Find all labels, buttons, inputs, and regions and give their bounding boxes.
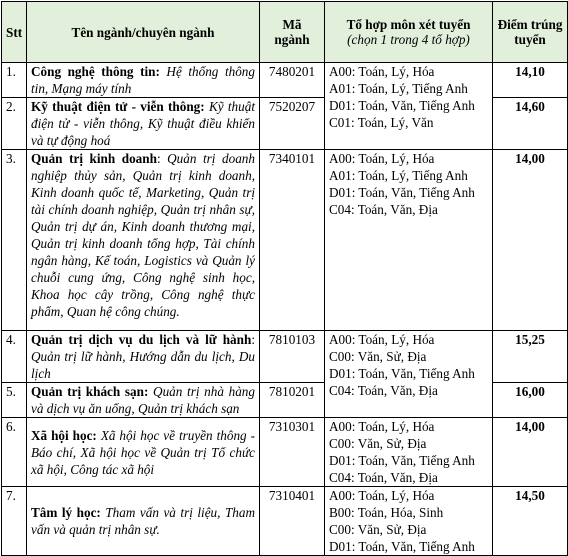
row-score: 14,10: [493, 63, 568, 98]
major-specializations: Kỹ thuật điện tử - viễn thông, Kỹ thuật điều khiển và tự động hoá: [31, 99, 255, 148]
row-major: [27, 98, 260, 150]
row-code: 7520207: [260, 98, 325, 150]
row-score: 15,25: [493, 331, 568, 383]
row-code: 7480201: [260, 63, 325, 98]
major-name: Quản trị dịch vụ du lịch và lữ hành: [31, 332, 252, 347]
row-code: 7810103: [260, 331, 325, 383]
major-name: Quản trị khách sạn:: [31, 384, 149, 399]
major-specializations: Quản trị lữ hành, Hướng dẫn du lịch, Du lịch: [31, 349, 255, 381]
major-specializations: Hệ thống thông tin, Mạng máy tính: [31, 64, 255, 96]
row-code: 7310401: [260, 487, 325, 556]
major-specializations: Tham vấn và trị liệu, Tham vấn và quản trị nhân sự.: [31, 505, 255, 537]
combination-group: [325, 487, 493, 556]
major-specializations: Quản trị nhà hàng và dịch vụ ăn uống, Quản trị khách sạn: [31, 384, 255, 416]
major-name: Kỹ thuật điện tử - viễn thông:: [31, 99, 205, 114]
major-name: Tâm lý học:: [31, 505, 101, 520]
row-major: Quản trị dịch vụ du lịch và lữ hành: Quản trị lữ hành, Hướng dẫn du lịch, Du lịch: [27, 331, 260, 383]
combination-item: A00: Toán, Lý, Hóa: [329, 488, 435, 503]
combination-item: C04: Toán, Văn, Địa: [329, 202, 438, 217]
combination-item: C00: Văn, Sử, Địa: [329, 522, 427, 537]
row-stt: 1.: [2, 63, 27, 98]
combination-item: B00: Toán, Hóa, Sinh: [329, 505, 444, 520]
header-combination-title: Tổ hợp môn xét tuyển: [346, 17, 471, 32]
row-score: 16,00: [493, 383, 568, 418]
header-code: Mã ngành: [260, 2, 325, 63]
row-major: Quản trị kinh doanh: Quản trị doanh nghiệp thủy sản, Quản trị kinh doanh, Kinh doanh quốc tế, Marketing, Quản trị tài chính doanh nghiệp, Quản trị nhân sự, Quản trị dự án, Kinh doanh thương mại, Quản trị kinh doanh tổng hợp, Tài chính ngân hàng, Kế toán, Logistics và Quản lý chuỗi cung ứng, Công nghệ sinh học, Khoa học cây trồng, Công nghệ thực phẩm, Quan hệ công chúng.: [27, 150, 260, 331]
table-row: [2, 63, 568, 98]
combination-item: C04: Toán, Văn, Địa: [329, 383, 438, 398]
combination-item: A00: Toán, Lý, Hóa: [329, 151, 435, 166]
row-stt: 7.: [2, 487, 27, 556]
row-code: 7810201: [260, 383, 325, 418]
admission-score-table: [1, 1, 568, 556]
combination-item: D01: Toán, Văn, Tiếng Anh: [329, 366, 475, 381]
major-specializations: Xã hội học về truyền thông - Báo chí, Xã hội học về Quản trị Tổ chức xã hội, Công tác xã hội: [31, 427, 256, 477]
major-name: Công nghệ thông tin:: [31, 64, 160, 79]
row-major: [27, 418, 260, 487]
row-score: 14,00: [493, 418, 568, 487]
major-name: Xã hội học:: [31, 427, 97, 443]
row-stt: 4.: [2, 331, 27, 383]
combination-item: A00: Toán, Lý, Hóa: [329, 419, 435, 434]
row-score: 14,60: [493, 98, 568, 150]
combination-item: A00: Toán, Lý, Hóa: [329, 64, 435, 79]
combination-item: A00: Toán, Lý, Hóa: [329, 332, 435, 347]
row-score: 14,00: [493, 150, 568, 331]
combination-item: C00: Văn, Sử, Địa: [329, 436, 427, 451]
row-code: 7310301: [260, 418, 325, 487]
row-score: 14,50: [493, 487, 568, 556]
combination-item: D01: Toán, Văn, Tiếng Anh: [329, 185, 475, 200]
table-row: [2, 150, 568, 331]
row-code: 7340101: [260, 150, 325, 331]
header-row: [2, 2, 568, 63]
row-stt: 5.: [2, 383, 27, 418]
major-name: Quản trị kinh doanh: [31, 151, 157, 166]
combination-group: [325, 150, 493, 331]
header-score: Điểm trúng tuyển: [493, 2, 568, 63]
combination-item: C00: Văn, Sử, Địa: [329, 349, 427, 364]
combination-item: D01: Toán, Văn, Tiếng Anh: [329, 98, 475, 113]
combination-item: D01: Toán, Văn, Tiếng Anh: [329, 539, 475, 554]
combination-item: A01: Toán, Lý, Tiếng Anh: [329, 168, 468, 183]
row-stt: 3.: [2, 150, 27, 331]
combination-item: A01: Toán, Lý, Tiếng Anh: [329, 81, 468, 96]
table-row: [2, 487, 568, 556]
combination-item: D01: Toán, Văn, Tiếng Anh: [329, 453, 475, 468]
header-combination: [325, 2, 493, 63]
combination-group: [325, 63, 493, 150]
combination-item: C04: Toán, Văn, Địa: [329, 470, 438, 485]
row-major: [27, 487, 260, 556]
header-combination-note: (chọn 1 trong 4 tổ hợp): [347, 32, 470, 47]
row-major: [27, 63, 260, 98]
major-specializations: Quản trị doanh nghiệp thủy sản, Quản trị kinh doanh, Kinh doanh quốc tế, Marketing, Quản trị tài chính doanh nghiệp, Quản trị nhân sự, Quản trị dự án, Kinh doanh thương mại, Quản trị kinh doanh tổng hợp, Tài chính ngân hàng, Kế toán, Logistics và Quản lý chuỗi cung ứng, Công nghệ sinh học, Khoa học cây trồng, Công nghệ thực phẩm, Quan hệ công chúng.: [31, 151, 255, 319]
row-major: [27, 383, 260, 418]
header-stt: Stt: [2, 2, 27, 63]
row-stt: 6.: [2, 418, 27, 487]
row-stt: 2.: [2, 98, 27, 150]
combination-group: [325, 331, 493, 418]
combination-group: [325, 418, 493, 487]
table-row: [2, 331, 568, 383]
header-major: Tên ngành/chuyên ngành: [27, 2, 260, 63]
table-row: [2, 418, 568, 487]
combination-item: C01: Toán, Lý, Văn: [329, 115, 434, 130]
